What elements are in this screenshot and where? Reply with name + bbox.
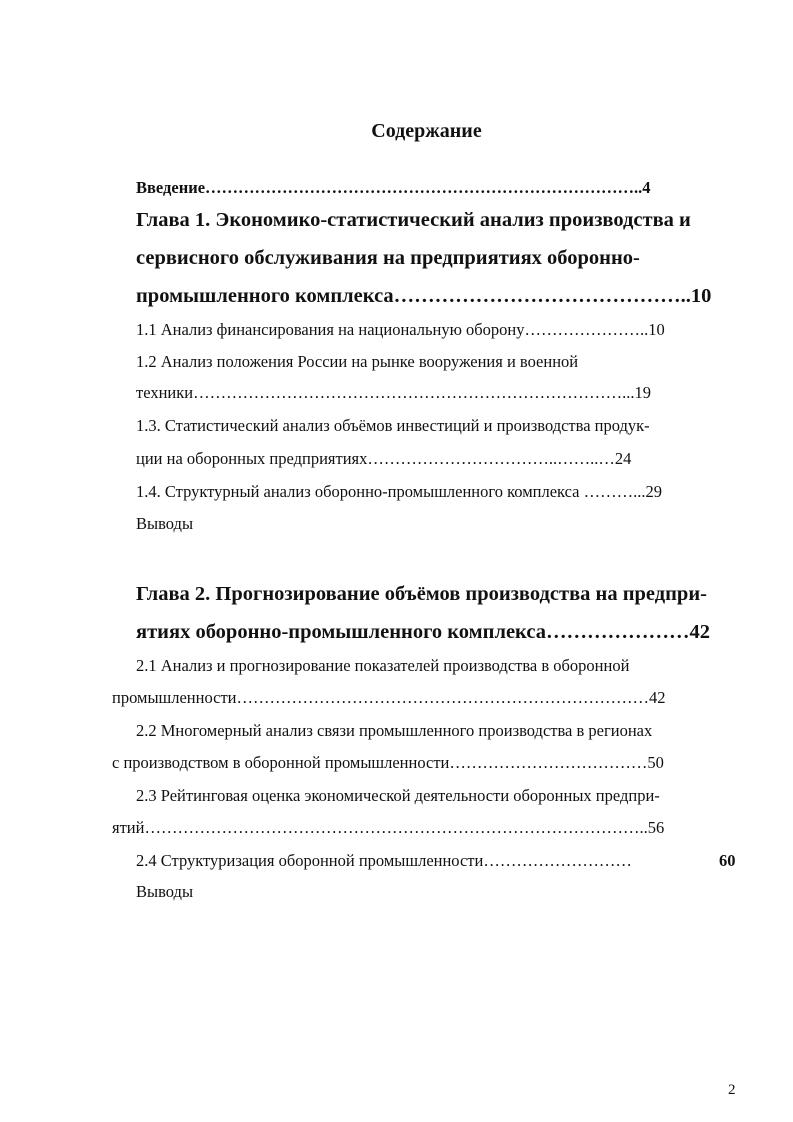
chapter2-conclusions: Выводы <box>136 882 194 901</box>
toc-item-2-1-line2: промышленности…………………………………………………………………42 <box>112 688 666 707</box>
toc-item-1-3-line1: 1.3. Статистический анализ объёмов инвестиций и производства продук- <box>136 416 650 435</box>
chapter2-title-line1: Глава 2. Прогнозирование объёмов производства на предпри- <box>136 583 707 605</box>
toc-introduction: Введение……………………………………………………………………..4 <box>136 178 651 197</box>
chapter1-title-line1: Глава 1. Экономико-статистический анализ производства и <box>136 209 691 231</box>
toc-item-2-3-line1: 2.3 Рейтинговая оценка экономической деятельности оборонных предпри- <box>136 786 660 805</box>
toc-item-1-3-line2: ции на оборонных предприятиях……………………………..……..…24 <box>136 449 632 468</box>
toc-item-2-1-line1: 2.1 Анализ и прогнозирование показателей производства в оборонной <box>136 656 630 675</box>
toc-item-1-1: 1.1 Анализ финансирования на национальную оборону…………………..10 <box>136 320 665 339</box>
toc-item-2-4-page: 60 <box>719 851 736 870</box>
toc-item-2-2-line1: 2.2 Многомерный анализ связи промышленного производства в регионах <box>136 721 653 740</box>
toc-item-1-2-line1: 1.2 Анализ положения России на рынке вооружения и военной <box>136 352 579 371</box>
chapter1-title-line3: промышленного комплекса……………………………………..10 <box>136 285 712 307</box>
toc-item-1-4: 1.4. Структурный анализ оборонно-промышленного комплекса ………...29 <box>136 482 662 501</box>
toc-item-2-4: 2.4 Структуризация оборонной промышленности……………………… <box>136 851 632 870</box>
chapter1-conclusions: Выводы <box>136 514 194 533</box>
page-number: 2 <box>728 1082 736 1098</box>
chapter2-title-line2: ятиях оборонно-промышленного комплекса…………………42 <box>136 621 710 643</box>
chapter1-title-line2: сервисного обслуживания на предприятиях оборонно- <box>136 247 640 269</box>
toc-item-2-3-line2: ятий………………………………………………………………………………..56 <box>112 818 665 837</box>
toc-item-1-2-line2: техники……………………………………………………………………...19 <box>136 383 651 402</box>
toc-title: Содержание <box>371 120 482 142</box>
toc-item-2-2-line2: с производством в оборонной промышленности………………………………50 <box>112 753 664 772</box>
